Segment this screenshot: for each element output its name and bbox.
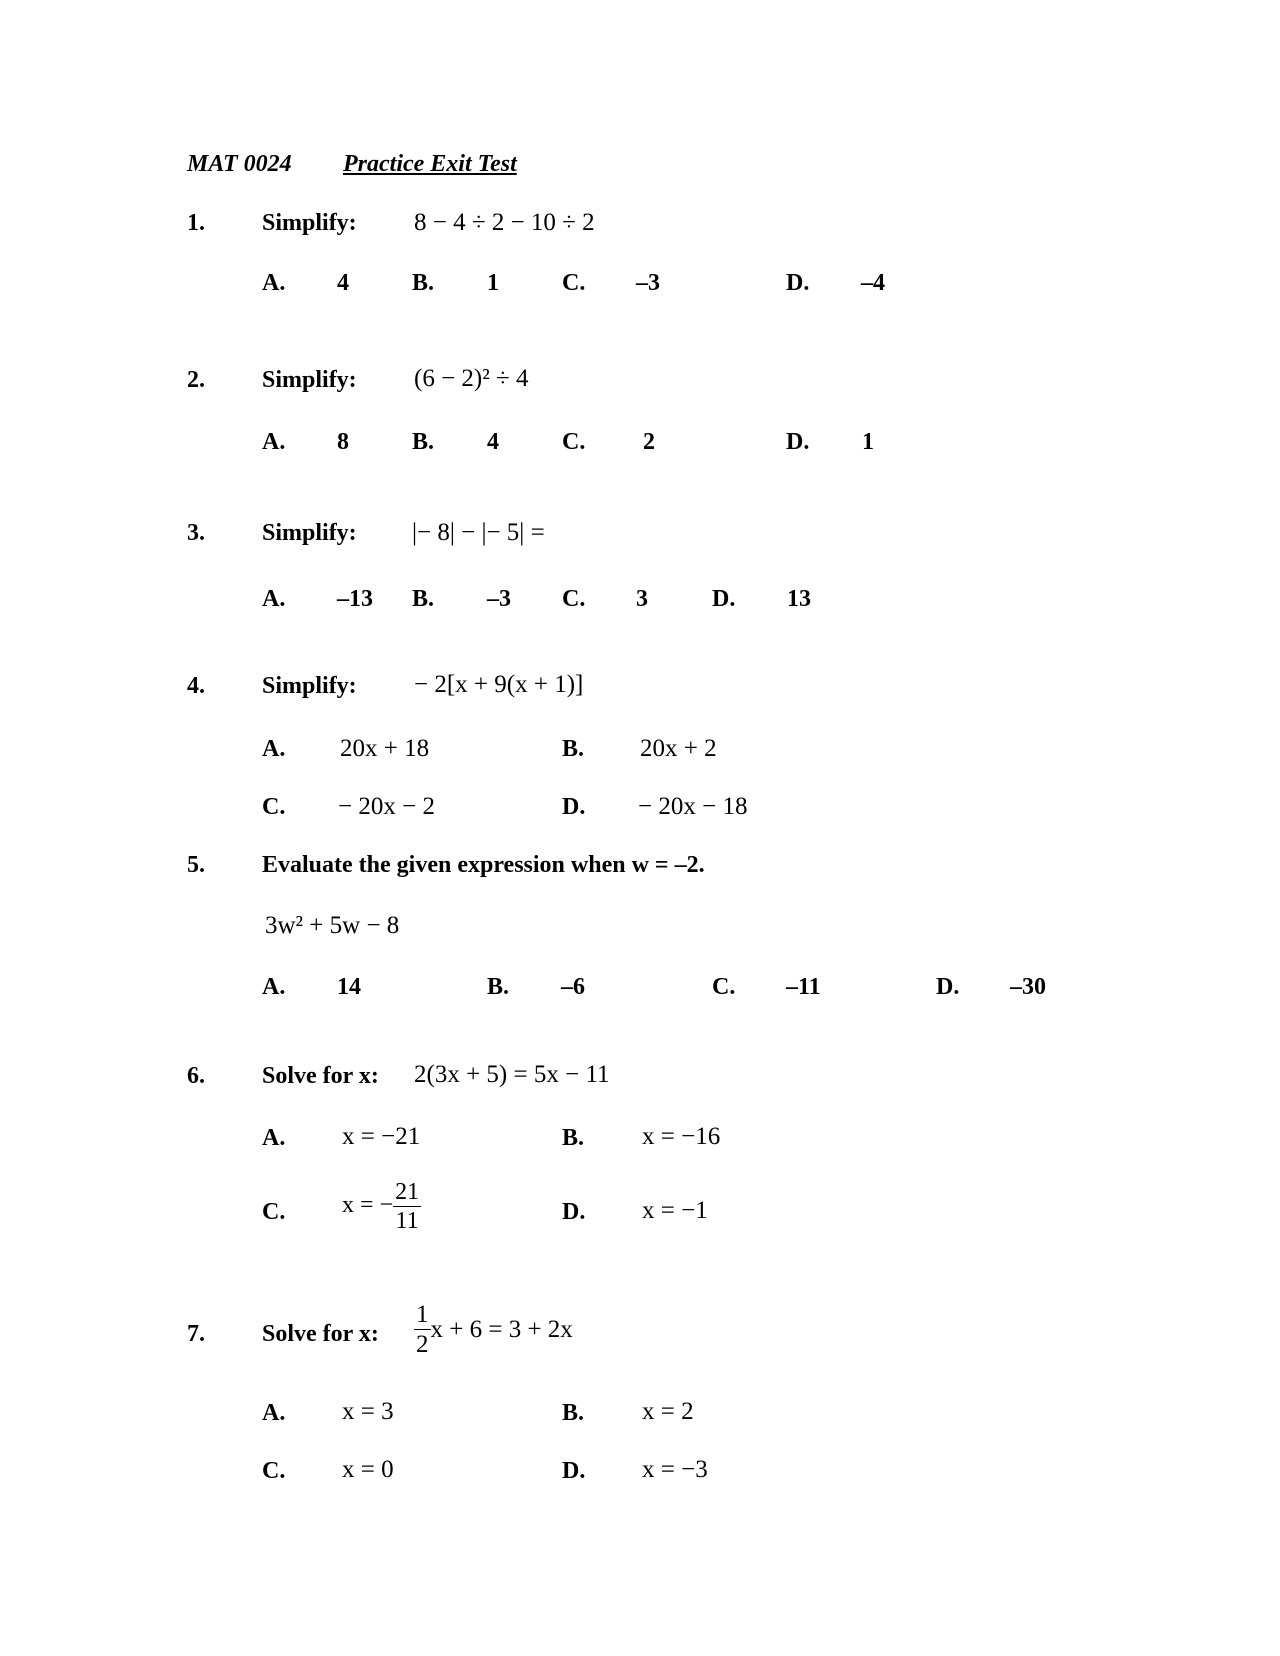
choice-c-value xyxy=(342,1180,421,1233)
question-prompt: Solve for x: xyxy=(262,1321,379,1347)
choice-b-value: 20x + 2 xyxy=(640,735,717,762)
question-number: 5. xyxy=(187,852,205,878)
question-number: 4. xyxy=(187,673,205,699)
choice-c-value: 3 xyxy=(636,586,648,612)
choice-d-label: D. xyxy=(712,586,736,612)
choice-a-label: A. xyxy=(262,736,286,762)
choice-d-value: 13 xyxy=(787,586,811,612)
choice-a-label: A. xyxy=(262,1125,286,1151)
choice-a-value: x = −21 xyxy=(342,1123,421,1150)
choice-c-label: C. xyxy=(562,586,586,612)
question-prompt: Evaluate the given expression when w = –2. xyxy=(262,852,705,878)
question-expression: 3w² + 5w − 8 xyxy=(265,912,400,939)
question-expression: − 2[x + 9(x + 1)] xyxy=(414,671,584,698)
choice-b-label: B. xyxy=(562,736,585,762)
choice-c-label: C. xyxy=(262,1458,286,1484)
choice-d-label: D. xyxy=(562,1199,586,1225)
question-prompt: Simplify: xyxy=(262,673,357,699)
choice-a-label: A. xyxy=(262,974,286,1000)
choice-b-value: –3 xyxy=(487,586,511,612)
choice-c-label: C. xyxy=(562,429,586,455)
choice-c-value: –11 xyxy=(786,974,821,1000)
choice-d-value: –30 xyxy=(1010,974,1046,1000)
choice-c-label: C. xyxy=(262,794,286,820)
choice-a-value: –13 xyxy=(337,586,373,612)
choice-d-label: D. xyxy=(562,794,586,820)
choice-a-label: A. xyxy=(262,429,286,455)
choice-a-label: A. xyxy=(262,1400,286,1426)
question-number: 7. xyxy=(187,1321,205,1347)
question-number: 6. xyxy=(187,1063,205,1089)
question-expression: 2(3x + 5) = 5x − 11 xyxy=(414,1061,610,1088)
question-prompt: Simplify: xyxy=(262,367,357,393)
choice-d-value: –4 xyxy=(861,270,885,296)
choice-b-value: x = −16 xyxy=(642,1123,721,1150)
fraction-numerator: 21 xyxy=(395,1179,420,1205)
fraction-denominator: 2 xyxy=(416,1331,429,1358)
choice-d-label: D. xyxy=(936,974,960,1000)
choice-a-label: A. xyxy=(262,586,286,612)
choice-b-value: –6 xyxy=(561,974,585,1000)
fraction-denominator: 11 xyxy=(395,1208,419,1234)
choice-b-label: B. xyxy=(412,429,435,455)
choice-c-value: x = 0 xyxy=(342,1456,394,1483)
fraction-numerator: 1 xyxy=(416,1301,429,1328)
question-prompt: Simplify: xyxy=(262,520,357,546)
choice-b-value: 1 xyxy=(487,270,499,296)
question-expression: 8 − 4 ÷ 2 − 10 ÷ 2 xyxy=(414,209,595,236)
question-prompt: Simplify: xyxy=(262,210,357,236)
question-prompt: Solve for x: xyxy=(262,1063,379,1089)
choice-c-label: C. xyxy=(562,270,586,296)
expression-rest: x + 6 = 3 + 2x xyxy=(430,1316,573,1343)
choice-a-value: 20x + 18 xyxy=(340,735,430,762)
question-number: 1. xyxy=(187,210,205,236)
choice-d-value: x = −1 xyxy=(642,1197,708,1224)
choice-b-label: B. xyxy=(562,1400,585,1426)
page-title: Practice Exit Test xyxy=(343,151,517,177)
course-code: MAT 0024 xyxy=(187,151,292,177)
choice-b-value: 4 xyxy=(487,429,499,455)
choice-b-label: B. xyxy=(487,974,510,1000)
choice-d-label: D. xyxy=(562,1458,586,1484)
question-number: 3. xyxy=(187,520,205,546)
choice-a-value: x = 3 xyxy=(342,1398,394,1425)
choice-d-value: x = −3 xyxy=(642,1456,708,1483)
choice-c-label: C. xyxy=(712,974,736,1000)
choice-b-label: B. xyxy=(562,1125,585,1151)
fraction-one-half xyxy=(414,1302,431,1357)
choice-d-label: D. xyxy=(786,270,810,296)
choice-b-label: B. xyxy=(412,270,435,296)
c-x-equals: x = − xyxy=(342,1192,394,1219)
choice-a-value: 14 xyxy=(337,974,361,1000)
question-expression: |− 8| − |− 5| = xyxy=(412,519,545,546)
question-expression xyxy=(414,1302,573,1357)
choice-c-value: − 20x − 2 xyxy=(338,793,435,820)
choice-a-value: 8 xyxy=(337,429,349,455)
choice-a-value: 4 xyxy=(337,270,349,296)
question-expression: (6 − 2)² ÷ 4 xyxy=(414,365,529,392)
choice-d-value: 1 xyxy=(862,429,874,455)
choice-b-label: B. xyxy=(412,586,435,612)
choice-a-label: A. xyxy=(262,270,286,296)
choice-c-label: C. xyxy=(262,1199,286,1225)
choice-b-value: x = 2 xyxy=(642,1398,694,1425)
choice-d-value: − 20x − 18 xyxy=(638,793,748,820)
question-number: 2. xyxy=(187,367,205,393)
choice-d-label: D. xyxy=(786,429,810,455)
choice-c-value: –3 xyxy=(636,270,660,296)
choice-c-value: 2 xyxy=(643,429,655,455)
fraction-21-over-11 xyxy=(393,1180,421,1233)
